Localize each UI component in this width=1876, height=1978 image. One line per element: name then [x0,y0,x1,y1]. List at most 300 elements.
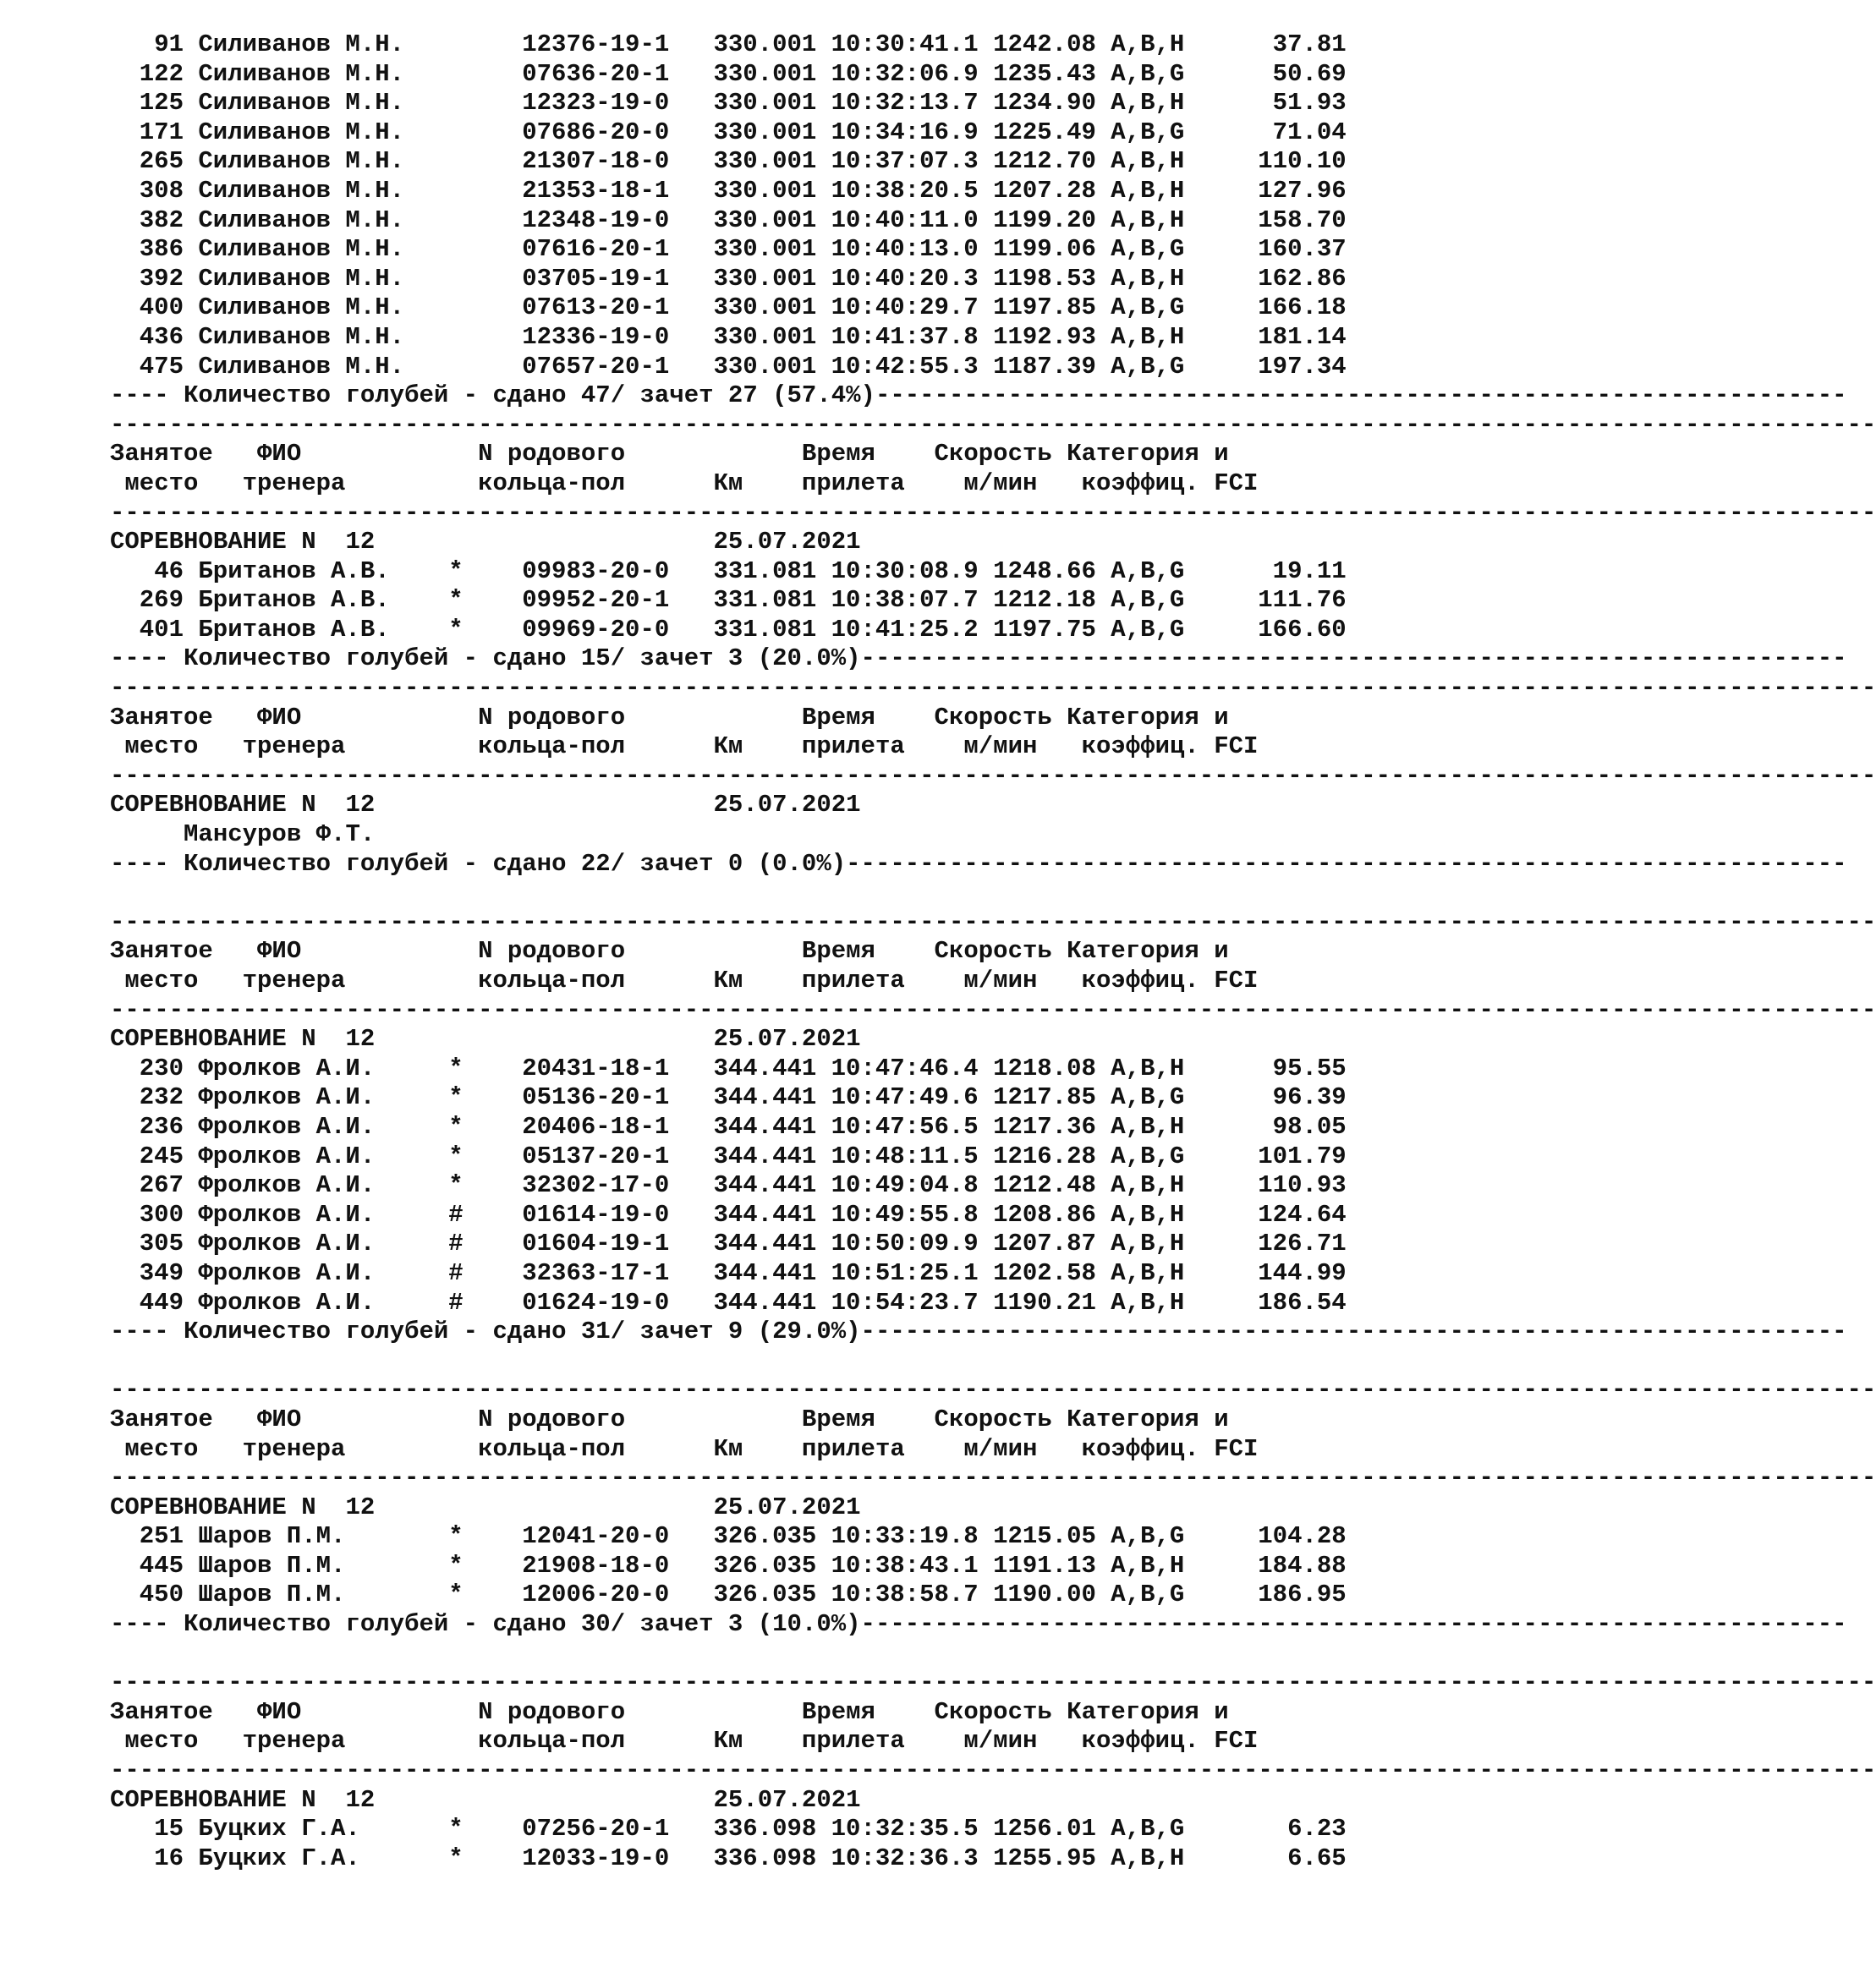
arrival-time-cell: 10:41:25.2 [831,615,979,644]
fci-cell: 111.76 [1258,586,1347,615]
result-row [110,206,1379,236]
arrival-time-cell: 10:38:43.1 [831,1551,979,1580]
pigeon-count-summary: ---- Количество голубей - сдано 31/ зачет 9 (29.0%)------------------------------------------------------------------- [110,1318,1847,1346]
place-cell: 46 [154,556,184,585]
fci-cell: 166.60 [1258,615,1347,644]
mark-cell: # [448,1230,464,1258]
distance-cell: 330.001 [713,30,817,58]
distance-cell: 330.001 [713,205,817,234]
arrival-time-cell: 10:34:16.9 [831,118,979,146]
column-header-line-2: место тренера кольца-пол Км прилета м/мин коэффиц. FCI [110,1434,1259,1463]
speed-cell: 1255.95 [993,1844,1096,1872]
speed-cell: 1187.39 [993,352,1096,381]
category-cell: A,B,H [1111,176,1185,205]
column-header-line-2: место тренера кольца-пол Км прилета м/мин коэффиц. FCI [110,967,1259,994]
speed-cell: 1207.87 [993,1230,1096,1258]
ring-number-cell: 21908-18-0 [522,1551,670,1580]
fci-cell: 96.39 [1272,1083,1347,1112]
arrival-time-cell: 10:40:20.3 [831,264,979,293]
fci-cell: 186.54 [1258,1288,1347,1317]
arrival-time-cell: 10:48:11.5 [831,1142,979,1170]
ring-number-cell: 12323-19-0 [522,89,670,118]
speed-cell: 1198.53 [993,264,1096,293]
distance-cell: 331.081 [713,586,817,615]
distance-cell: 330.001 [713,264,817,293]
ring-number-cell: 07636-20-1 [522,59,670,88]
speed-cell: 1207.28 [993,176,1096,205]
category-cell: A,B,G [1111,352,1185,381]
result-row [110,147,1379,177]
trainer-name-cell: Фролков А.И. [198,1142,376,1170]
fci-cell: 6.23 [1287,1815,1347,1844]
mark-cell: * [448,1844,464,1872]
trainer-name-cell: Фролков А.И. [198,1258,376,1287]
fci-cell: 37.81 [1272,30,1347,58]
mark-cell: * [448,1142,464,1170]
speed-cell: 1212.70 [993,147,1096,176]
arrival-time-cell: 10:40:29.7 [831,293,979,322]
category-cell: A,B,H [1111,1288,1185,1317]
fci-cell: 126.71 [1258,1230,1347,1258]
place-cell: 308 [139,176,184,205]
arrival-time-cell: 10:41:37.8 [831,322,979,351]
speed-cell: 1217.85 [993,1083,1096,1112]
result-row [110,1581,1379,1610]
distance-cell: 331.081 [713,556,817,585]
dash-separator: ------------------------------------------------------------------------------------------------------------------------ [110,907,1876,936]
fci-cell: 6.65 [1287,1844,1347,1872]
place-cell: 401 [139,615,184,644]
trainer-name-cell: Фролков А.И. [198,1171,376,1200]
trainer-name-cell: Фролков А.И. [198,1230,376,1258]
speed-cell: 1212.18 [993,586,1096,615]
speed-cell: 1197.85 [993,293,1096,322]
fci-cell: 110.10 [1258,147,1347,176]
trainer-name-cell: Буцких Г.А. [198,1844,360,1872]
arrival-time-cell: 10:32:35.5 [831,1815,979,1844]
distance-cell: 336.098 [713,1844,817,1872]
ring-number-cell: 12348-19-0 [522,205,670,234]
fci-cell: 186.95 [1258,1581,1347,1609]
mark-cell: * [448,556,464,585]
result-row [110,1552,1379,1581]
fci-cell: 144.99 [1258,1258,1347,1287]
distance-cell: 326.035 [713,1522,817,1551]
place-cell: 232 [139,1083,184,1112]
result-row [110,1142,1379,1172]
speed-cell: 1199.20 [993,205,1096,234]
place-cell: 265 [139,147,184,176]
column-header-line-2: место тренера кольца-пол Км прилета м/мин коэффиц. FCI [110,732,1259,761]
distance-cell: 331.081 [713,615,817,644]
category-cell: A,B,G [1111,59,1185,88]
mark-cell: * [448,1815,464,1844]
speed-cell: 1225.49 [993,118,1096,146]
arrival-time-cell: 10:49:55.8 [831,1200,979,1229]
category-cell: A,B,G [1111,1142,1185,1170]
dash-separator: ------------------------------------------------------------------------------------------------------------------------ [110,1376,1876,1405]
place-cell: 251 [139,1522,184,1551]
category-cell: A,B,H [1111,1258,1185,1287]
distance-cell: 330.001 [713,176,817,205]
distance-cell: 344.441 [713,1171,817,1200]
arrival-time-cell: 10:38:20.5 [831,176,979,205]
result-row [110,1083,1379,1113]
arrival-time-cell: 10:32:36.3 [831,1844,979,1872]
place-cell: 305 [139,1230,184,1258]
result-row [110,235,1379,265]
result-row [110,1055,1379,1084]
category-cell: A,B,G [1111,1522,1185,1551]
trainer-name-line: Мансуров Ф.Т. [110,820,376,849]
distance-cell: 330.001 [713,118,817,146]
competition-title: СОРЕВНОВАНИЕ N 12 25.07.2021 [110,1025,861,1054]
distance-cell: 330.001 [713,293,817,322]
ring-number-cell: 32302-17-0 [522,1171,670,1200]
distance-cell: 330.001 [713,89,817,118]
place-cell: 445 [139,1551,184,1580]
result-row [110,1230,1379,1259]
ring-number-cell: 12041-20-0 [522,1522,670,1551]
ring-number-cell: 01604-19-1 [522,1230,670,1258]
ring-number-cell: 05137-20-1 [522,1142,670,1170]
competition-title: СОРЕВНОВАНИЕ N 12 25.07.2021 [110,1785,861,1814]
category-cell: A,B,H [1111,1230,1185,1258]
speed-cell: 1190.21 [993,1288,1096,1317]
category-cell: A,B,G [1111,1581,1185,1609]
result-row [110,177,1379,206]
mark-cell: * [448,1083,464,1112]
arrival-time-cell: 10:40:13.0 [831,235,979,264]
arrival-time-cell: 10:49:04.8 [831,1171,979,1200]
distance-cell: 326.035 [713,1551,817,1580]
distance-cell: 344.441 [713,1230,817,1258]
trainer-name-cell: Буцких Г.А. [198,1815,360,1844]
result-row [110,1113,1379,1142]
competition-title: СОРЕВНОВАНИЕ N 12 25.07.2021 [110,1493,861,1521]
dash-separator: ------------------------------------------------------------------------------------------------------------------------ [110,995,1876,1024]
result-row [110,1201,1379,1230]
distance-cell: 344.441 [713,1054,817,1082]
place-cell: 269 [139,586,184,615]
place-cell: 267 [139,1171,184,1200]
fci-cell: 71.04 [1272,118,1347,146]
dash-separator: ------------------------------------------------------------------------------------------------------------------------ [110,498,1876,527]
dash-separator: ------------------------------------------------------------------------------------------------------------------------ [110,1668,1876,1697]
trainer-name-cell: Британов А.В. [198,615,390,644]
arrival-time-cell: 10:38:07.7 [831,586,979,615]
pigeon-count-summary: ---- Количество голубей - сдано 15/ зачет 3 (20.0%)------------------------------------------------------------------- [110,644,1847,673]
ring-number-cell: 09983-20-0 [522,556,670,585]
trainer-name-cell: Силиванов М.Н. [198,30,405,58]
ring-number-cell: 07613-20-1 [522,293,670,322]
fci-cell: 162.86 [1258,264,1347,293]
column-header-line-2: место тренера кольца-пол Км прилета м/мин коэффиц. FCI [110,468,1259,497]
arrival-time-cell: 10:47:46.4 [831,1054,979,1082]
place-cell: 122 [139,59,184,88]
result-row [110,293,1379,323]
speed-cell: 1218.08 [993,1054,1096,1082]
ring-number-cell: 07616-20-1 [522,235,670,264]
result-row [110,586,1379,616]
place-cell: 15 [154,1815,184,1844]
place-cell: 230 [139,1054,184,1082]
ring-number-cell: 21353-18-1 [522,176,670,205]
arrival-time-cell: 10:47:56.5 [831,1112,979,1141]
competition-title: СОРЕВНОВАНИЕ N 12 25.07.2021 [110,791,861,819]
competition-title: СОРЕВНОВАНИЕ N 12 25.07.2021 [110,528,861,556]
fci-cell: 124.64 [1258,1200,1347,1229]
fci-cell: 127.96 [1258,176,1347,205]
result-row [110,1259,1379,1289]
result-row [110,89,1379,118]
ring-number-cell: 20406-18-1 [522,1112,670,1141]
trainer-name-cell: Фролков А.И. [198,1054,376,1082]
result-row [110,60,1379,90]
category-cell: A,B,H [1111,264,1185,293]
place-cell: 16 [154,1844,184,1872]
result-row [110,265,1379,294]
result-row [110,1171,1379,1201]
category-cell: A,B,G [1111,1083,1185,1112]
trainer-name-cell: Силиванов М.Н. [198,205,405,234]
distance-cell: 330.001 [713,322,817,351]
fci-cell: 160.37 [1258,235,1347,264]
mark-cell: * [448,1522,464,1551]
category-cell: A,B,G [1111,118,1185,146]
ring-number-cell: 09952-20-1 [522,586,670,615]
speed-cell: 1234.90 [993,89,1096,118]
fci-cell: 181.14 [1258,322,1347,351]
place-cell: 392 [139,264,184,293]
place-cell: 449 [139,1288,184,1317]
distance-cell: 326.035 [713,1581,817,1609]
place-cell: 436 [139,322,184,351]
ring-number-cell: 09969-20-0 [522,615,670,644]
result-row [110,616,1379,645]
place-cell: 245 [139,1142,184,1170]
category-cell: A,B,H [1111,322,1185,351]
trainer-name-cell: Силиванов М.Н. [198,352,405,381]
trainer-name-cell: Силиванов М.Н. [198,118,405,146]
category-cell: A,B,H [1111,89,1185,118]
result-row [110,30,1379,60]
category-cell: A,B,H [1111,147,1185,176]
place-cell: 91 [154,30,184,58]
results-document [110,30,1876,1873]
arrival-time-cell: 10:30:41.1 [831,30,979,58]
result-row [110,1289,1379,1318]
category-cell: A,B,H [1111,1200,1185,1229]
mark-cell: * [448,1581,464,1609]
arrival-time-cell: 10:51:25.1 [831,1258,979,1287]
ring-number-cell: 12376-19-1 [522,30,670,58]
distance-cell: 344.441 [713,1083,817,1112]
category-cell: A,B,G [1111,586,1185,615]
arrival-time-cell: 10:50:09.9 [831,1230,979,1258]
speed-cell: 1208.86 [993,1200,1096,1229]
speed-cell: 1215.05 [993,1522,1096,1551]
place-cell: 450 [139,1581,184,1609]
trainer-name-cell: Силиванов М.Н. [198,293,405,322]
arrival-time-cell: 10:32:13.7 [831,89,979,118]
dash-separator: ------------------------------------------------------------------------------------------------------------------------ [110,410,1876,439]
distance-cell: 336.098 [713,1815,817,1844]
category-cell: A,B,H [1111,1112,1185,1141]
pigeon-count-summary: ---- Количество голубей - сдано 22/ зачет 0 (0.0%)-------------------------------------------------------------------- [110,849,1847,878]
category-cell: A,B,H [1111,1054,1185,1082]
trainer-name-cell: Силиванов М.Н. [198,89,405,118]
mark-cell: # [448,1200,464,1229]
speed-cell: 1192.93 [993,322,1096,351]
category-cell: A,B,H [1111,1551,1185,1580]
trainer-name-cell: Фролков А.И. [198,1112,376,1141]
fci-cell: 110.93 [1258,1171,1347,1200]
fci-cell: 50.69 [1272,59,1347,88]
blank-line [110,1347,1379,1377]
distance-cell: 330.001 [713,235,817,264]
category-cell: A,B,H [1111,205,1185,234]
dash-separator: ------------------------------------------------------------------------------------------------------------------------ [110,761,1876,790]
fci-cell: 51.93 [1272,89,1347,118]
ring-number-cell: 12033-19-0 [522,1844,670,1872]
trainer-name-cell: Силиванов М.Н. [198,147,405,176]
mark-cell: * [448,1551,464,1580]
dash-separator: ------------------------------------------------------------------------------------------------------------------------ [110,674,1876,703]
speed-cell: 1216.28 [993,1142,1096,1170]
result-row [110,1522,1379,1552]
ring-number-cell: 21307-18-0 [522,147,670,176]
blank-line [110,1640,1379,1669]
fci-cell: 158.70 [1258,205,1347,234]
result-row [110,1815,1379,1844]
fci-cell: 104.28 [1258,1522,1347,1551]
ring-number-cell: 12006-20-0 [522,1581,670,1609]
distance-cell: 330.001 [713,59,817,88]
column-header-line-1: Занятое ФИО N родового Время Скорость Категория и [110,703,1229,731]
place-cell: 400 [139,293,184,322]
fci-cell: 197.34 [1258,352,1347,381]
speed-cell: 1248.66 [993,556,1096,585]
mark-cell: # [448,1288,464,1317]
ring-number-cell: 20431-18-1 [522,1054,670,1082]
result-row [110,323,1379,353]
place-cell: 349 [139,1258,184,1287]
pigeon-count-summary: ---- Количество голубей - сдано 30/ зачет 3 (10.0%)------------------------------------------------------------------- [110,1610,1847,1639]
speed-cell: 1235.43 [993,59,1096,88]
column-header-line-1: Занятое ФИО N родового Время Скорость Категория и [110,1405,1229,1433]
category-cell: A,B,G [1111,615,1185,644]
speed-cell: 1256.01 [993,1815,1096,1844]
dash-separator: ------------------------------------------------------------------------------------------------------------------------ [110,1756,1876,1785]
fci-cell: 19.11 [1272,556,1347,585]
category-cell: A,B,H [1111,30,1185,58]
mark-cell: # [448,1258,464,1287]
ring-number-cell: 12336-19-0 [522,322,670,351]
trainer-name-cell: Британов А.В. [198,556,390,585]
distance-cell: 344.441 [713,1200,817,1229]
category-cell: A,B,H [1111,1171,1185,1200]
trainer-name-cell: Британов А.В. [198,586,390,615]
mark-cell: * [448,586,464,615]
distance-cell: 344.441 [713,1112,817,1141]
distance-cell: 330.001 [713,352,817,381]
column-header-line-1: Занятое ФИО N родового Время Скорость Категория и [110,1697,1229,1726]
fci-cell: 98.05 [1272,1112,1347,1141]
fci-cell: 101.79 [1258,1142,1347,1170]
ring-number-cell: 07686-20-0 [522,118,670,146]
arrival-time-cell: 10:40:11.0 [831,205,979,234]
column-header-line-1: Занятое ФИО N родового Время Скорость Категория и [110,440,1229,468]
ring-number-cell: 32363-17-1 [522,1258,670,1287]
trainer-name-cell: Силиванов М.Н. [198,322,405,351]
blank-line [110,879,1379,908]
arrival-time-cell: 10:33:19.8 [831,1522,979,1551]
trainer-name-cell: Шаров П.М. [198,1551,346,1580]
mark-cell: * [448,1054,464,1082]
ring-number-cell: 01624-19-0 [522,1288,670,1317]
ring-number-cell: 07256-20-1 [522,1815,670,1844]
speed-cell: 1242.08 [993,30,1096,58]
place-cell: 386 [139,235,184,264]
arrival-time-cell: 10:37:07.3 [831,147,979,176]
trainer-name-cell: Фролков А.И. [198,1200,376,1229]
category-cell: A,B,H [1111,1844,1185,1872]
place-cell: 171 [139,118,184,146]
speed-cell: 1197.75 [993,615,1096,644]
place-cell: 125 [139,89,184,118]
category-cell: A,B,G [1111,1815,1185,1844]
trainer-name-cell: Силиванов М.Н. [198,59,405,88]
column-header-line-2: место тренера кольца-пол Км прилета м/мин коэффиц. FCI [110,1727,1259,1756]
fci-cell: 184.88 [1258,1551,1347,1580]
arrival-time-cell: 10:30:08.9 [831,556,979,585]
place-cell: 382 [139,205,184,234]
trainer-name-cell: Фролков А.И. [198,1288,376,1317]
place-cell: 236 [139,1112,184,1141]
place-cell: 300 [139,1200,184,1229]
speed-cell: 1199.06 [993,235,1096,264]
fci-cell: 95.55 [1272,1054,1347,1082]
ring-number-cell: 03705-19-1 [522,264,670,293]
trainer-name-cell: Силиванов М.Н. [198,264,405,293]
fci-cell: 166.18 [1258,293,1347,322]
trainer-name-cell: Силиванов М.Н. [198,176,405,205]
result-row [110,118,1379,148]
pigeon-count-summary: ---- Количество голубей - сдано 47/ зачет 27 (57.4%)------------------------------------------------------------------ [110,381,1847,410]
arrival-time-cell: 10:42:55.3 [831,352,979,381]
arrival-time-cell: 10:38:58.7 [831,1581,979,1609]
arrival-time-cell: 10:32:06.9 [831,59,979,88]
mark-cell: * [448,1112,464,1141]
speed-cell: 1217.36 [993,1112,1096,1141]
category-cell: A,B,G [1111,556,1185,585]
distance-cell: 344.441 [713,1288,817,1317]
trainer-name-cell: Шаров П.М. [198,1581,346,1609]
speed-cell: 1190.00 [993,1581,1096,1609]
result-row [110,353,1379,382]
place-cell: 475 [139,352,184,381]
result-row [110,557,1379,587]
speed-cell: 1202.58 [993,1258,1096,1287]
ring-number-cell: 07657-20-1 [522,352,670,381]
column-header-line-1: Занятое ФИО N родового Время Скорость Категория и [110,937,1229,966]
trainer-name-cell: Фролков А.И. [198,1083,376,1112]
result-row [110,1844,1379,1874]
dash-separator: ------------------------------------------------------------------------------------------------------------------------ [110,1464,1876,1493]
mark-cell: * [448,1171,464,1200]
distance-cell: 330.001 [713,147,817,176]
